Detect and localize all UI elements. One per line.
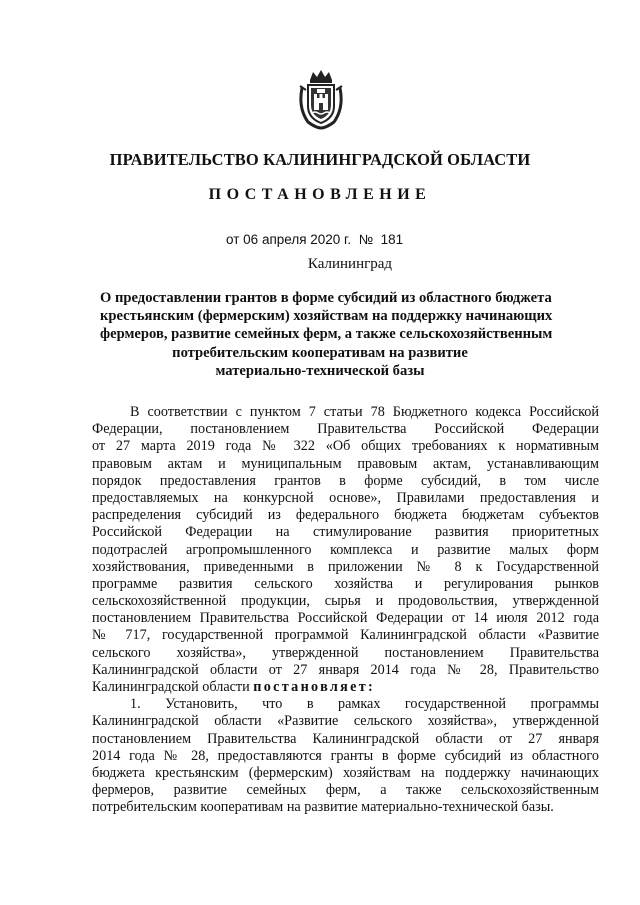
subject-line: крестьянским (фермерским) хозяйствам на поддержку начинающих — [100, 308, 553, 325]
item-1-line: фермеров, развитие семейных ферм, а также сельскохозяйственным — [92, 782, 599, 799]
body-line: предоставляемых на конкурсной основе», Правилами предоставления и — [92, 489, 599, 506]
item-1-line: 2014 года № 28, предоставляются гранты в форме субсидий из областного — [92, 747, 599, 764]
body-line: от 27 марта 2019 года № 322 «Об общих требованиях к нормативным — [92, 438, 599, 455]
resolution-word: постановляет: — [253, 679, 375, 695]
body-line: распределения субсидий из федерального бюджета бюджетам субъектов — [92, 507, 599, 524]
date-line — [226, 232, 403, 247]
body-line: подотраслей агропромышленного комплекса и развитие малых форм — [92, 541, 599, 558]
document-subject — [100, 289, 553, 380]
coat-of-arms-emblem — [296, 68, 346, 130]
body-line: Федерации, постановлением Правительства Российской Федерации — [92, 421, 599, 438]
number-sign: № — [358, 232, 374, 247]
body-line: Российской Федерации на стимулирование развития приоритетных — [92, 524, 599, 541]
government-title: ПРАВИТЕЛЬСТВО КАЛИНИНГРАДСКОЙ ОБЛАСТИ — [109, 150, 531, 169]
body-line: программе развития сельского хозяйства и регулирования рынков — [92, 575, 599, 592]
item-1-line: постановлением Правительства Калининградской области от 27 января — [92, 730, 599, 747]
city-name: Калининград — [307, 256, 393, 272]
body-line: Калининградской области от 27 января 2014 года № 28, Правительство — [92, 661, 599, 678]
body-line-resolution — [92, 679, 599, 696]
body-line: хозяйствования, приведенными в приложении № 8 к Государственной — [92, 558, 599, 575]
body-line: порядок предоставления грантов в форме субсидий, в том числе — [92, 472, 599, 489]
item-1-line: потребительским кооперативам на развитие материально-технической базы. — [92, 799, 554, 816]
item-1-line: Калининградской области «Развитие сельского хозяйства», утвержденной — [92, 713, 599, 730]
document-date: 06 апреля 2020 г. — [243, 232, 352, 247]
body-line-text: Калининградской области — [92, 679, 254, 695]
date-prefix: от — [226, 232, 240, 247]
document-type-heading: ПОСТАНОВЛЕНИЕ — [208, 186, 432, 203]
body-line: правовым актам и муниципальным правовым актам, устанавливающим — [92, 455, 599, 472]
item-1-line: бюджета крестьянским (фермерским) хозяйствам на поддержку начинающих — [92, 764, 599, 781]
body-line: постановлением Правительства Российской Федерации от 14 июля 2012 года — [92, 610, 599, 627]
subject-line: фермеров, развитие семейных ферм, а также сельскохозяйственным — [100, 326, 553, 343]
subject-line: О предоставлении грантов в форме субсидий из областного бюджета — [100, 290, 552, 306]
body-line: сельскохозяйственной продукции, сырья и продовольствия, утвержденной — [92, 593, 599, 610]
document-body — [92, 404, 599, 817]
subject-line: потребительским кооперативам на развитие — [172, 344, 468, 361]
item-1-line: 1. Установить, что в рамках государственной программы — [130, 696, 599, 713]
body-line: сельского хозяйства», утвержденной постановлением Правительства — [92, 644, 599, 661]
document-number: 181 — [380, 232, 404, 247]
subject-line: материально-технической базы — [215, 362, 425, 379]
body-line: В соответствии с пунктом 7 статьи 78 Бюджетного кодекса Российской — [130, 404, 599, 420]
body-line: № 717, государственной программой Калининградской области «Развитие — [92, 627, 599, 644]
